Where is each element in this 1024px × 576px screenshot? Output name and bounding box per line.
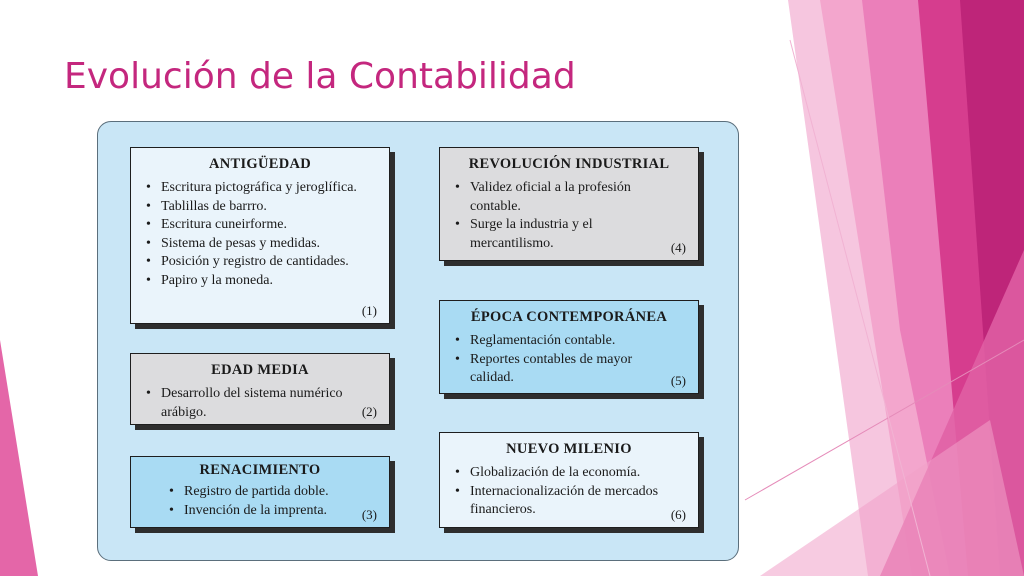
list-item: • Desarrollo del sistema numérico arábigo. bbox=[146, 385, 389, 422]
era-heading: NUEVO MILENIO bbox=[506, 441, 632, 457]
era-heading: REVOLUCIÓN INDUSTRIAL bbox=[468, 156, 670, 172]
era-number: (6) bbox=[670, 507, 686, 522]
slide-title: Evolución de la Contabilidad bbox=[64, 56, 576, 97]
list-item: • Invención de la imprenta. bbox=[169, 502, 389, 521]
list-item: • Tablillas de barrro. bbox=[146, 198, 389, 217]
era-box-edad-media bbox=[130, 353, 390, 425]
era-box-antiguedad bbox=[130, 147, 390, 324]
era-heading: RENACIMIENTO bbox=[199, 462, 321, 478]
era-number: (2) bbox=[361, 404, 377, 419]
list-item: • Escritura cuneirforme. bbox=[146, 216, 389, 235]
list-item: • Posición y registro de cantidades. bbox=[146, 253, 389, 272]
era-list bbox=[131, 179, 389, 290]
era-number: (1) bbox=[361, 303, 377, 318]
list-item: • Validez oficial a la profesión contable. bbox=[455, 179, 698, 216]
era-number: (4) bbox=[670, 240, 686, 255]
era-box-revolucion-industrial bbox=[439, 147, 699, 261]
era-number: (3) bbox=[361, 507, 377, 522]
list-item: • Papiro y la moneda. bbox=[146, 272, 389, 291]
list-item: • Reglamentación contable. bbox=[455, 332, 698, 351]
era-box-renacimiento bbox=[130, 456, 390, 528]
list-item: • Globalización de la economía. bbox=[455, 464, 698, 483]
era-list bbox=[131, 385, 389, 422]
era-list bbox=[440, 332, 698, 388]
era-list bbox=[131, 483, 389, 520]
era-heading: ANTIGÜEDAD bbox=[208, 156, 312, 172]
era-box-nuevo-milenio bbox=[439, 432, 699, 528]
list-item: • Reportes contables de mayor calidad. bbox=[455, 351, 698, 388]
era-heading: ÉPOCA CONTEMPORÁNEA bbox=[470, 309, 668, 325]
list-item: • Sistema de pesas y medidas. bbox=[146, 235, 389, 254]
list-item: • Surge la industria y el mercantilismo. bbox=[455, 216, 698, 253]
list-item: • Escritura pictográfica y jeroglífica. bbox=[146, 179, 389, 198]
era-number: (5) bbox=[670, 373, 686, 388]
era-box-epoca-contemporanea bbox=[439, 300, 699, 394]
left-magenta-sliver bbox=[0, 340, 38, 576]
list-item: • Registro de partida doble. bbox=[169, 483, 389, 502]
era-list bbox=[440, 179, 698, 253]
list-item: • Internacionalización de mercados financieros. bbox=[455, 483, 698, 520]
era-heading: EDAD MEDIA bbox=[211, 362, 309, 378]
era-list bbox=[440, 464, 698, 520]
